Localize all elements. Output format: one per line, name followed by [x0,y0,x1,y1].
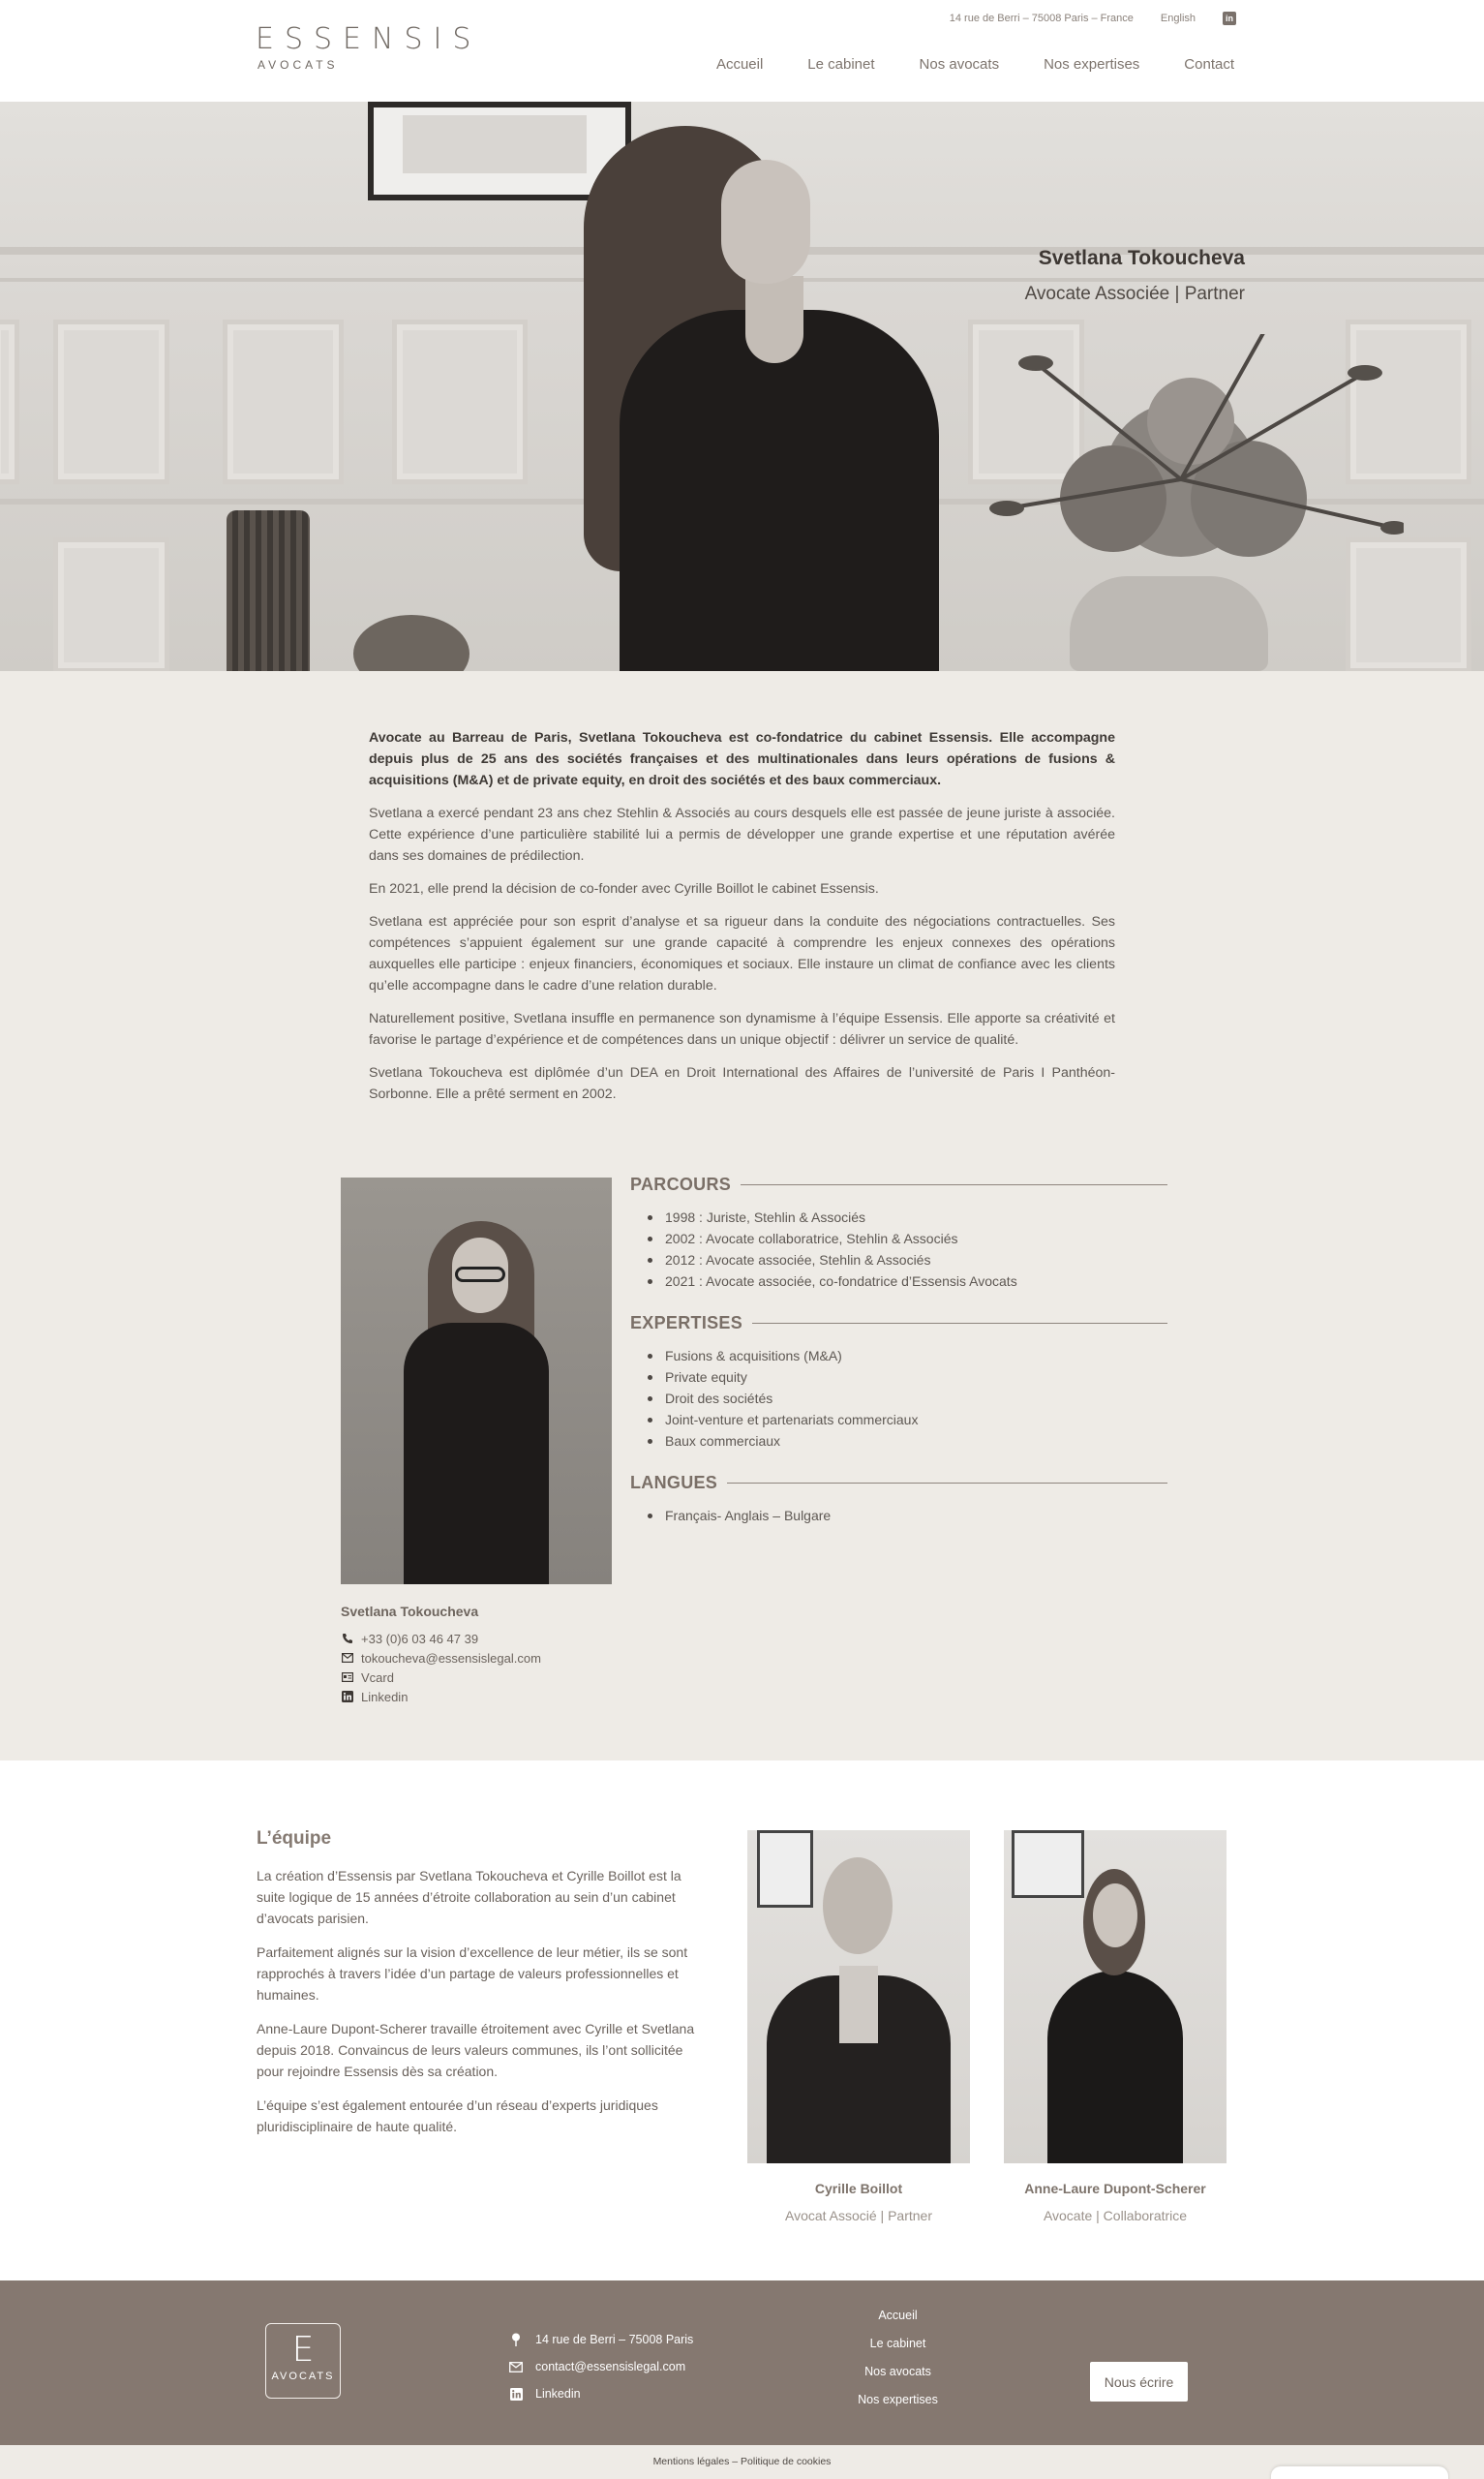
map-pin-icon [508,2332,524,2347]
lawyer-profile [0,671,1484,1760]
cookie-consent-tab[interactable] [1271,2466,1448,2479]
header-address: 14 rue de Berri – 75008 Paris – France [949,13,1134,24]
footer-nav-avocats[interactable]: Nos avocats [864,2365,931,2378]
wall-panel [0,320,19,484]
list-item: Français- Anglais – Bulgare [646,1505,1167,1526]
portrait-figure-face [721,160,810,284]
contact-vcard[interactable] [341,1668,541,1687]
team-paragraph: L’équipe s’est également entourée d’un réseau d’experts juridiques pluridisciplinaire de haute qualité. [257,2097,658,2134]
carved-stool [227,510,310,671]
portrait-figure-neck [745,276,803,363]
bio-lead: Avocate au Barreau de Paris, Svetlana Tokoucheva est co-fondatrice du cabinet Essensis. Elle accompagne depuis plus de 25 ans des sociétés françaises et des multinationales dans leurs opérations de fusions & acquisitions (M&A) et de private equity, en droit des sociétés et des baux commerciaux. [369,730,1115,788]
langues-title: LANGUES [630,1473,718,1492]
footer-address-text: 14 rue de Berri – 75008 Paris [535,2333,694,2346]
nav-item-cabinet[interactable]: Le cabinet [807,56,875,73]
list-item: 2021 : Avocate associée, co-fondatrice d’Essensis Avocats [646,1270,1167,1292]
bio-paragraph: Naturellement positive, Svetlana insuffle en permanence son dynamisme à l’équipe Essensis. Elle apporte sa créativité et favorise le partage d’expérience et de compétences dans un unique objectif : délivrer un service de qualité. [369,1011,1115,1048]
parcours-title: PARCOURS [630,1175,732,1194]
footer-nav-accueil[interactable]: Accueil [878,2309,918,2322]
member-role: Avocat Associé | Partner [784,2208,932,2223]
profile-details [630,1175,1167,1547]
phone-number: +33 (0)6 03 46 47 39 [361,1631,479,1646]
member-role: Avocate | Collaboratrice [1043,2208,1188,2223]
list-item: Baux commerciaux [646,1430,1167,1452]
footer-nav-cabinet[interactable]: Le cabinet [869,2337,926,2350]
footer-nav [828,2302,968,2414]
top-bar [950,12,1236,25]
envelope-icon [341,1652,353,1665]
footer-nav-expertises[interactable]: Nos expertises [858,2393,938,2406]
contact-us-button[interactable]: Nous écrire [1090,2362,1188,2402]
main-nav [716,56,1234,73]
plant-bush [353,615,469,671]
bio-paragraph: En 2021, elle prend la décision de co-fonder avec Cyrille Boillot le cabinet Essensis. [369,881,879,897]
langues-list [646,1505,1167,1526]
langues-heading [630,1473,1167,1493]
site-footer [0,2280,1484,2445]
bio-paragraph: Svetlana est appréciée pour son esprit d’analyse et sa rigueur dans la conduite des négociations contractuelles. Ses compétences s’appuient également sur une grande capacité à comprendre les enjeux connexes des opérations auxquelles elle participe : enjeux financiers, économiques et sociaux. Elle instaure un climat de confiance avec les clients qu’elle accompagne dans le cadre d’une relation durable. [369,914,1115,994]
vase [1070,576,1268,671]
expertises-list [646,1345,1167,1452]
footer-contact [508,2326,693,2407]
footer-email-text: contact@essensislegal.com [535,2360,686,2373]
vcard-link: Vcard [361,1669,394,1685]
wall-panel [53,537,169,671]
nav-item-avocats[interactable]: Nos avocats [919,56,1000,73]
team-title: L’équipe [257,1828,332,1849]
list-item: 2012 : Avocate associée, Stehlin & Associés [646,1249,1167,1270]
team-section [0,1760,1484,2280]
parcours-heading [630,1175,1167,1195]
team-paragraph: Parfaitement alignés sur la vision d’excellence de leur métier, ils se sont rapprochés à travers l’idée d’un partage de valeurs professionnelles et humaines. [257,1944,688,2003]
contact-phone[interactable] [341,1629,541,1648]
expertises-heading [630,1313,1167,1333]
bio-paragraph: Svetlana Tokoucheva est diplômée d’un DEA en Droit International des Affaires de l’université de Paris I Panthéon-Sorbonne. Elle a prêté serment en 2002. [369,1065,1115,1102]
list-item: Joint-venture et partenariats commerciaux [646,1409,1167,1430]
wall-panel [392,320,528,484]
nav-item-accueil[interactable]: Accueil [715,56,764,73]
member-photo [1004,1830,1227,2163]
logo-wordmark: ESSENSIS [256,22,482,56]
nav-item-contact[interactable]: Contact [1184,56,1234,73]
team-paragraph: La création d’Essensis par Svetlana Tokoucheva et Cyrille Boillot est la suite logique de 15 années d’étroite collaboration au sein d’un cabinet d’avocats parisien. [257,1868,681,1926]
envelope-icon [508,2359,524,2374]
logo-subtitle: AVOCATS [257,58,339,72]
list-item: Droit des sociétés [646,1388,1167,1409]
legal-bar [0,2445,1484,2479]
footer-logo-subtitle: AVOCATS [271,2371,335,2382]
footer-address [508,2326,693,2353]
site-logo[interactable] [256,22,482,72]
legal-links[interactable]: Mentions légales – Politique de cookies [652,2456,832,2467]
list-item: 1998 : Juriste, Stehlin & Associés [646,1207,1167,1228]
list-item: Private equity [646,1366,1167,1388]
hero-role: Avocate Associée | Partner [1024,284,1245,304]
team-paragraph: Anne-Laure Dupont-Scherer travaille étroitement avec Cyrille et Svetlana depuis 2018. Convaincus de leurs valeurs communes, ils l’ont sollicitée pour rejoindre Essensis dès sa création. [257,2021,695,2079]
profile-photo [341,1178,612,1584]
team-description [257,1865,712,2150]
wall-panel [223,320,344,484]
linkedin-icon[interactable]: in [1223,12,1236,25]
footer-logo[interactable] [265,2323,341,2399]
biography [369,727,1115,1117]
site-header [0,0,1484,102]
member-photo [747,1830,970,2163]
phone-icon [341,1633,353,1645]
email-link: tokoucheva@essensislegal.com [361,1650,541,1666]
hero-name: Svetlana Tokoucheva [1038,247,1245,269]
language-switch[interactable]: English [1160,13,1196,24]
contact-card [341,1604,541,1706]
member-name: Anne-Laure Dupont-Scherer [1024,2181,1206,2196]
footer-linkedin-text: Linkedin [535,2387,581,2401]
contact-name: Svetlana Tokoucheva [341,1604,479,1619]
id-card-icon [341,1671,353,1684]
bio-paragraph: Svetlana a exercé pendant 23 ans chez Stehlin & Associés au cours desquels elle est passée de jeune juriste à associée. Cette expérience d’une particulière stabilité lui a permis de développer une grande expertise et une réputation avérée dans ses domaines de prédilection. [369,806,1115,864]
parcours-list [646,1207,1167,1292]
footer-logo-letter: E [291,2330,315,2370]
footer-email[interactable] [508,2353,693,2380]
linkedin-icon [341,1691,353,1703]
list-item: Fusions & acquisitions (M&A) [646,1345,1167,1366]
contact-email[interactable] [341,1648,541,1668]
member-name: Cyrille Boillot [814,2181,903,2196]
nav-item-expertises[interactable]: Nos expertises [1044,56,1140,73]
portrait-figure-body [620,310,939,671]
hero-banner [0,102,1484,671]
linkedin-icon [508,2386,524,2402]
linkedin-link: Linkedin [361,1689,409,1704]
list-item: 2002 : Avocate collaboratrice, Stehlin & Associés [646,1228,1167,1249]
footer-linkedin[interactable] [508,2380,693,2407]
team-member-card[interactable] [747,1830,970,2223]
wall-panel [53,320,169,484]
expertises-title: EXPERTISES [630,1313,743,1332]
team-member-card[interactable] [1004,1830,1227,2223]
contact-linkedin[interactable] [341,1687,541,1706]
